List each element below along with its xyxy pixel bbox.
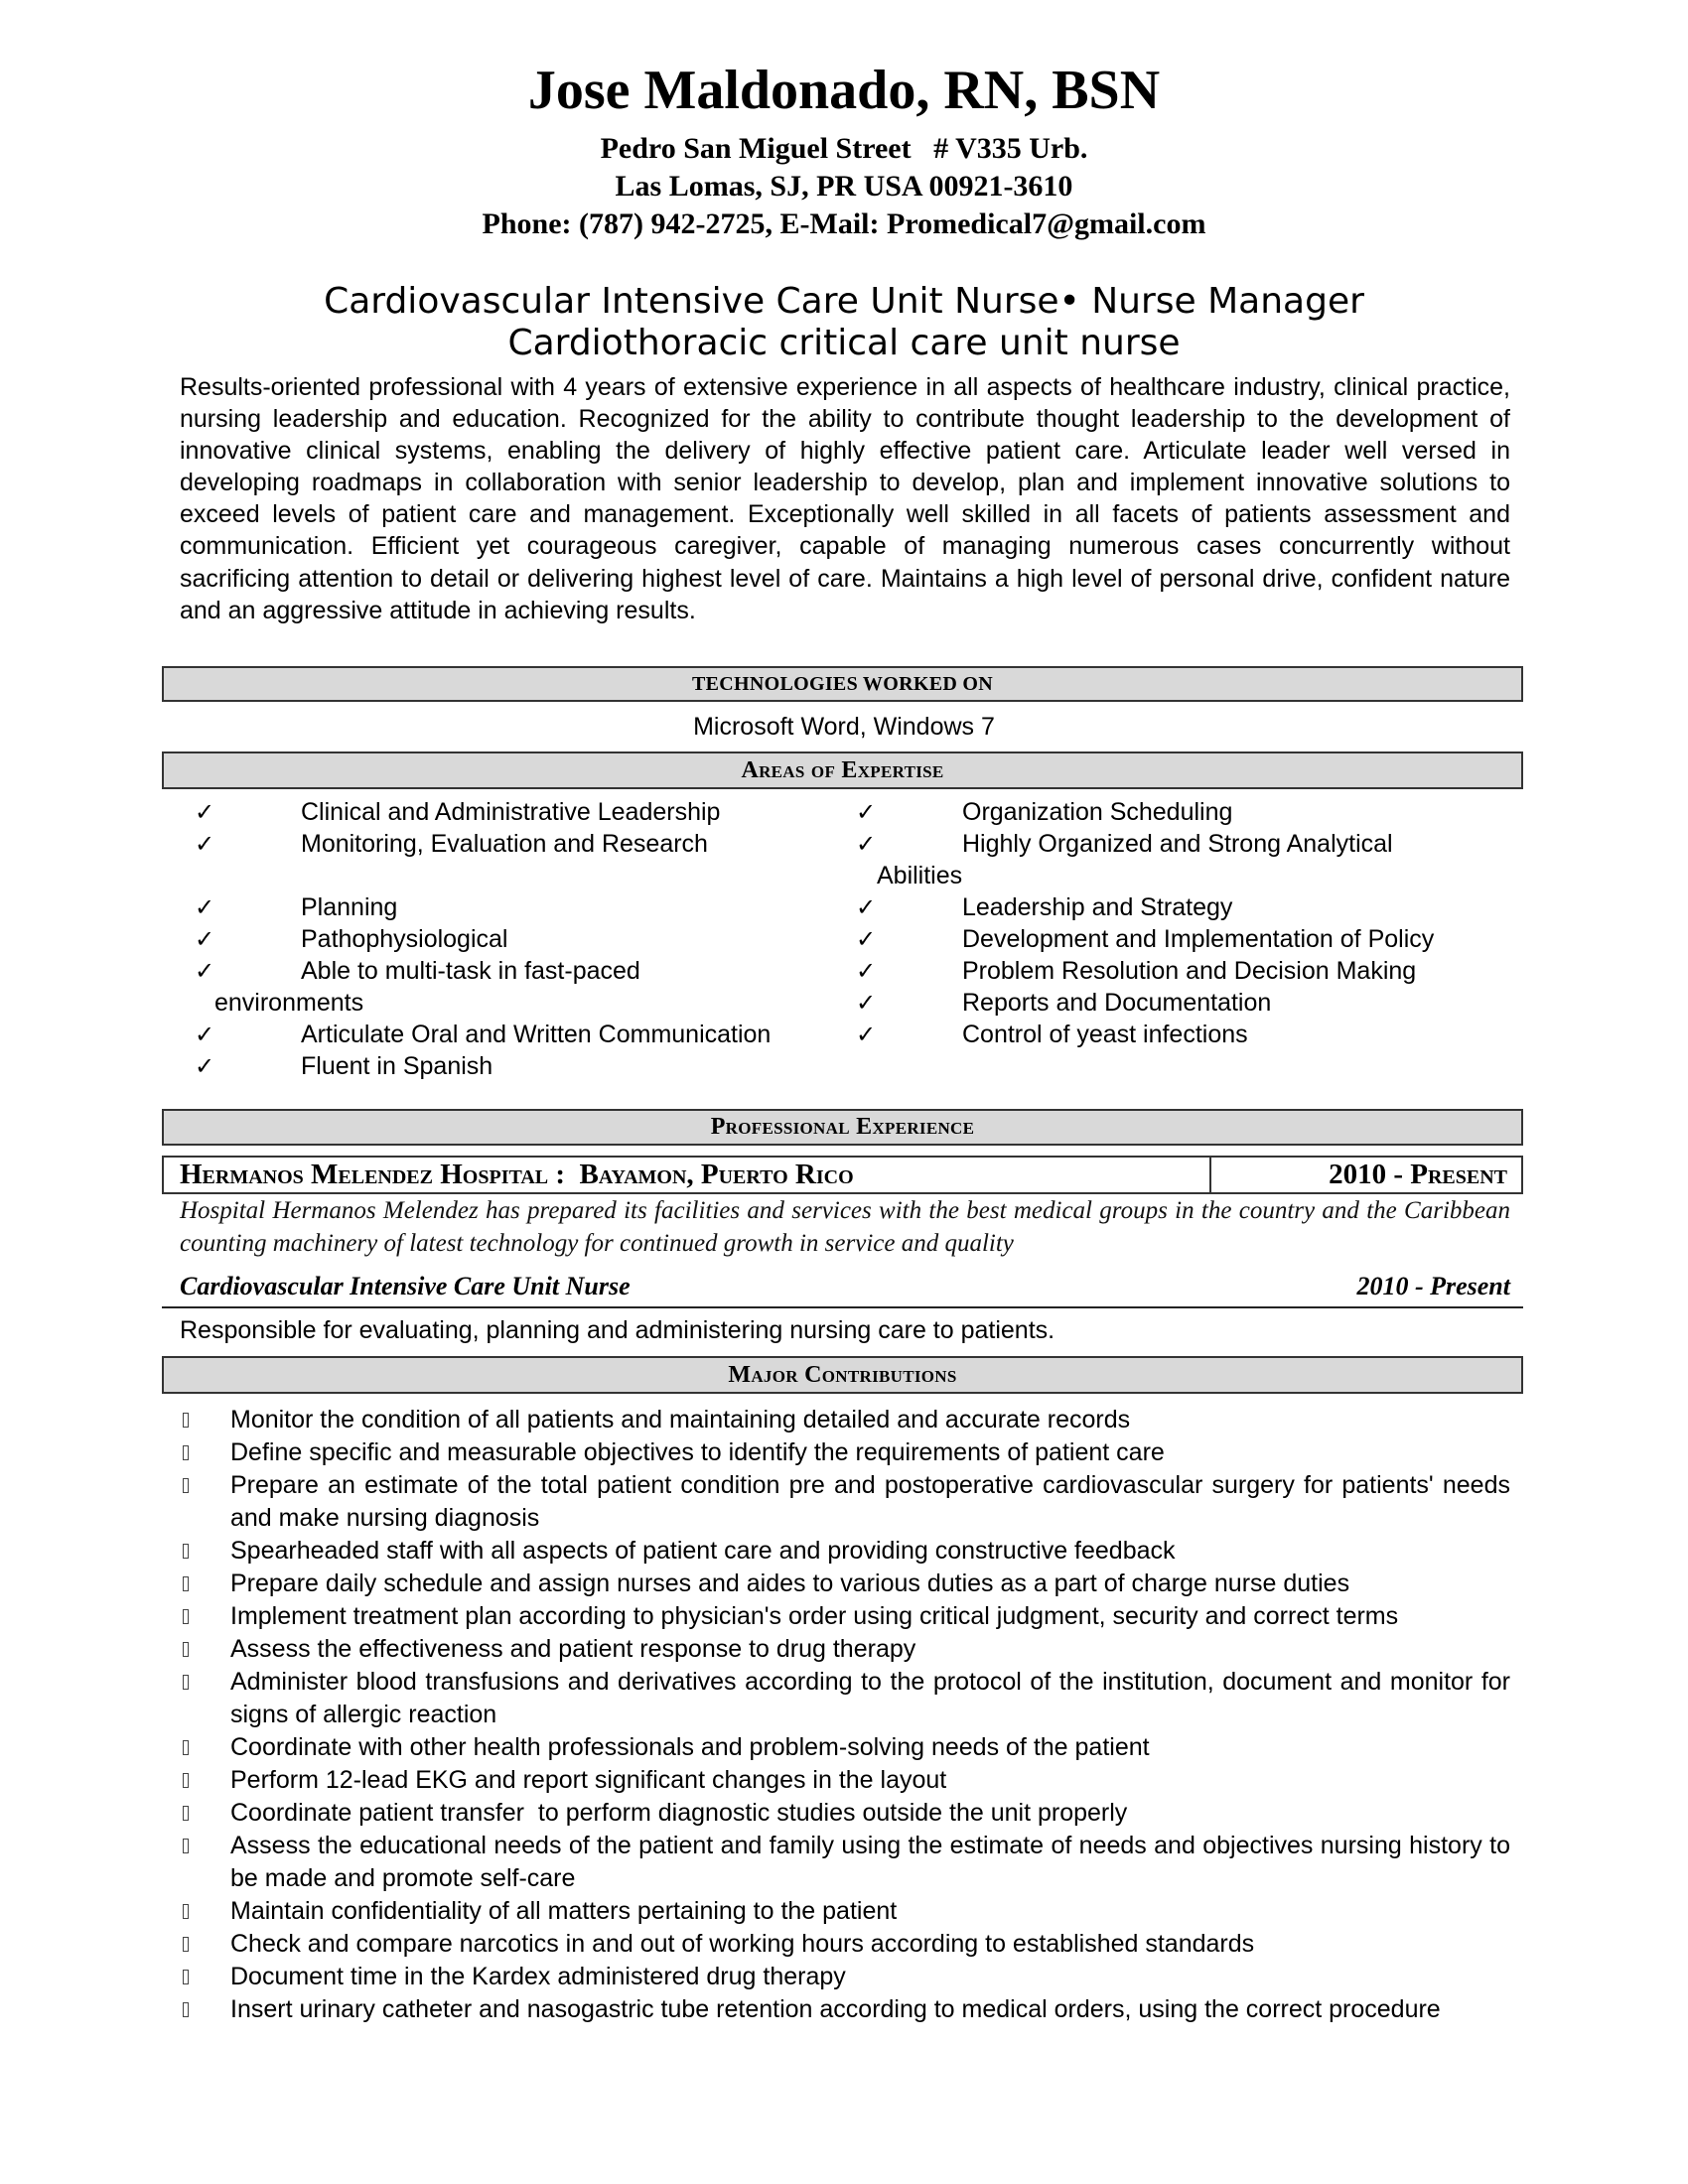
list-item-text: Assess the effectiveness and patient response to drug therapy <box>230 1635 916 1663</box>
expertise-item: Highly Organized and Strong Analytical <box>962 830 1393 858</box>
list-item-text: Administer blood transfusions and derivatives according to the protocol of the institution, document and monitor for signs of allergic reaction <box>230 1668 1510 1728</box>
expertise-item: Reports and Documentation <box>962 989 1272 1017</box>
expertise-item: Leadership and Strategy <box>962 893 1233 921</box>
list-item-text: Monitor the condition of all patients and maintaining detailed and accurate records <box>230 1406 1131 1433</box>
list-item-text: Maintain confidentiality of all matters pertaining to the patient <box>230 1897 898 1925</box>
list-item <box>180 1436 1510 1469</box>
list-item <box>180 1797 1510 1830</box>
list-item <box>180 1666 1510 1731</box>
role-title: Cardiovascular Intensive Care Unit Nurse <box>180 1272 631 1300</box>
list-item-text: Define specific and measurable objectives to identify the requirements of patient care <box>230 1438 1165 1466</box>
expertise-item: Articulate Oral and Written Communication <box>301 1021 772 1048</box>
check-icon: ✓ <box>195 1021 215 1048</box>
section-header-contributions: Major Contributions <box>162 1356 1523 1394</box>
list-item <box>180 1764 1510 1797</box>
expertise-item: Organization Scheduling <box>962 798 1233 826</box>
expertise-item: Development and Implementation of Policy <box>962 925 1435 953</box>
bullet-icon <box>183 1413 189 1428</box>
contact-line: Phone: (787) 942-2725, E-Mail: Promedical7@gmail.com <box>482 207 1206 240</box>
expertise-item: Pathophysiological <box>301 925 508 953</box>
check-icon: ✓ <box>195 957 215 985</box>
check-icon: ✓ <box>856 830 877 858</box>
section-header-technologies: TECHNOLOGIES WORKED ON <box>162 666 1523 702</box>
list-item <box>180 1568 1510 1600</box>
contributions-list <box>180 1404 1510 2026</box>
bullet-icon <box>183 1544 189 1559</box>
check-icon: ✓ <box>195 893 215 921</box>
expertise-item: Able to multi-task in fast-paced <box>301 957 640 985</box>
list-item <box>180 1633 1510 1666</box>
list-item <box>180 1469 1510 1535</box>
employer-row-divider <box>1209 1158 1211 1192</box>
expertise-item: Planning <box>301 893 398 921</box>
bullet-icon <box>183 1445 189 1460</box>
address-line-1: Pedro San Miguel Street # V335 Urb. <box>600 132 1088 165</box>
employer-description: Hospital Hermanos Melendez has prepared its facilities and services with the best medical groups in the country and the Caribbean counting machinery of latest technology for continued growth in service and quality <box>180 1197 1510 1257</box>
expertise-item-wrap: Abilities <box>877 862 963 889</box>
check-icon: ✓ <box>195 1052 215 1080</box>
professional-summary: Results-oriented professional with 4 years of extensive experience in all aspects of healthcare industry, clinical practice, nursing leadership and education. Recognized for the ability to contribute thought leadership to the development of innovative clinical systems, enabling the delivery of highly effective patient care. Articulate leader well versed in developing roadmaps in collaboration with senior leadership to develop, plan and implement innovative solutions to exceed levels of patient care and management. Exceptionally well skilled in all facets of patients assessment and communication. Efficient yet courageous caregiver, capable of managing numerous cases concurrently without sacrificing attention to detail or delivering highest level of care. Maintains a high level of personal drive, confident nature and an aggressive attitude in achieving results. <box>180 373 1510 624</box>
bullet-icon <box>183 1576 189 1591</box>
expertise-item: Clinical and Administrative Leadership <box>301 798 721 826</box>
list-item <box>180 1993 1510 2026</box>
expertise-item: Fluent in Spanish <box>301 1052 493 1080</box>
list-item-text: Coordinate patient transfer to perform diagnostic studies outside the unit properly <box>230 1799 1128 1827</box>
expertise-item-wrap: environments <box>214 989 364 1017</box>
bullet-icon <box>183 1904 189 1919</box>
list-item-text: Coordinate with other health professionals and problem-solving needs of the patient <box>230 1733 1150 1761</box>
check-icon: ✓ <box>195 830 215 858</box>
expertise-item: Control of yeast infections <box>962 1021 1248 1048</box>
list-item-text: Implement treatment plan according to physician's order using critical judgment, security and correct terms <box>230 1602 1399 1630</box>
expertise-item: Problem Resolution and Decision Making <box>962 957 1417 985</box>
list-item-text: Insert urinary catheter and nasogastric tube retention according to medical orders, using the correct procedure <box>230 1995 1441 2023</box>
list-item <box>180 1895 1510 1928</box>
section-header-expertise: Areas of Expertise <box>162 751 1523 789</box>
list-item <box>180 1961 1510 1993</box>
check-icon: ✓ <box>856 893 877 921</box>
bullet-icon <box>183 1478 189 1493</box>
check-icon: ✓ <box>856 1021 877 1048</box>
check-icon: ✓ <box>856 798 877 826</box>
role-row <box>180 1269 1510 1304</box>
bullet-icon <box>183 1937 189 1952</box>
bullet-icon <box>183 1970 189 1984</box>
check-icon: ✓ <box>856 925 877 953</box>
list-item-text: Document time in the Kardex administered drug therapy <box>230 1963 846 1990</box>
role-dates: 2010 - Present <box>1356 1272 1510 1300</box>
bullet-icon <box>183 1675 189 1690</box>
list-item-text: Prepare daily schedule and assign nurses and aides to various duties as a part of charge nurse duties <box>230 1570 1350 1597</box>
address-line-2: Las Lomas, SJ, PR USA 00921-3610 <box>615 170 1073 203</box>
list-item <box>180 1731 1510 1764</box>
list-item <box>180 1928 1510 1961</box>
role-description: Responsible for evaluating, planning and administering nursing care to patients. <box>180 1316 1055 1344</box>
candidate-name: Jose Maldonado, RN, BSN <box>527 60 1161 121</box>
list-item <box>180 1600 1510 1633</box>
list-item-text: Perform 12-lead EKG and report significant changes in the layout <box>230 1766 947 1794</box>
bullet-icon <box>183 1740 189 1755</box>
check-icon: ✓ <box>195 798 215 826</box>
check-icon: ✓ <box>195 925 215 953</box>
list-item-text: Spearheaded staff with all aspects of patient care and providing constructive feedback <box>230 1537 1176 1565</box>
section-header-experience: Professional Experience <box>162 1109 1523 1146</box>
bullet-icon <box>183 1839 189 1853</box>
bullet-icon <box>183 1806 189 1821</box>
bullet-icon <box>183 1642 189 1657</box>
list-item <box>180 1830 1510 1895</box>
list-item-text: Assess the educational needs of the patient and family using the estimate of needs and objectives nursing history to be made and promote self-care <box>230 1832 1510 1892</box>
list-item <box>180 1535 1510 1568</box>
list-item <box>180 1404 1510 1436</box>
bullet-icon <box>183 1773 189 1788</box>
list-item-text: Prepare an estimate of the total patient condition pre and postoperative cardiovascular surgery for patients' needs and make nursing diagnosis <box>230 1471 1510 1532</box>
bullet-icon <box>183 1609 189 1624</box>
technologies-list: Microsoft Word, Windows 7 <box>693 713 995 741</box>
check-icon: ✓ <box>856 957 877 985</box>
expertise-item: Monitoring, Evaluation and Research <box>301 830 708 858</box>
headline-title-2: Cardiothoracic critical care unit nurse <box>507 323 1181 363</box>
employer-row <box>162 1156 1523 1194</box>
list-item-text: Check and compare narcotics in and out of working hours according to established standards <box>230 1930 1255 1958</box>
employer-dates: 2010 - Present <box>1329 1159 1507 1190</box>
bullet-icon <box>183 2002 189 2017</box>
check-icon: ✓ <box>856 989 877 1017</box>
headline-title-1: Cardiovascular Intensive Care Unit Nurse• Nurse Manager <box>324 281 1364 322</box>
role-divider <box>162 1306 1523 1308</box>
employer-name: Hermanos Melendez Hospital : Bayamon, Puerto Rico <box>180 1159 854 1190</box>
